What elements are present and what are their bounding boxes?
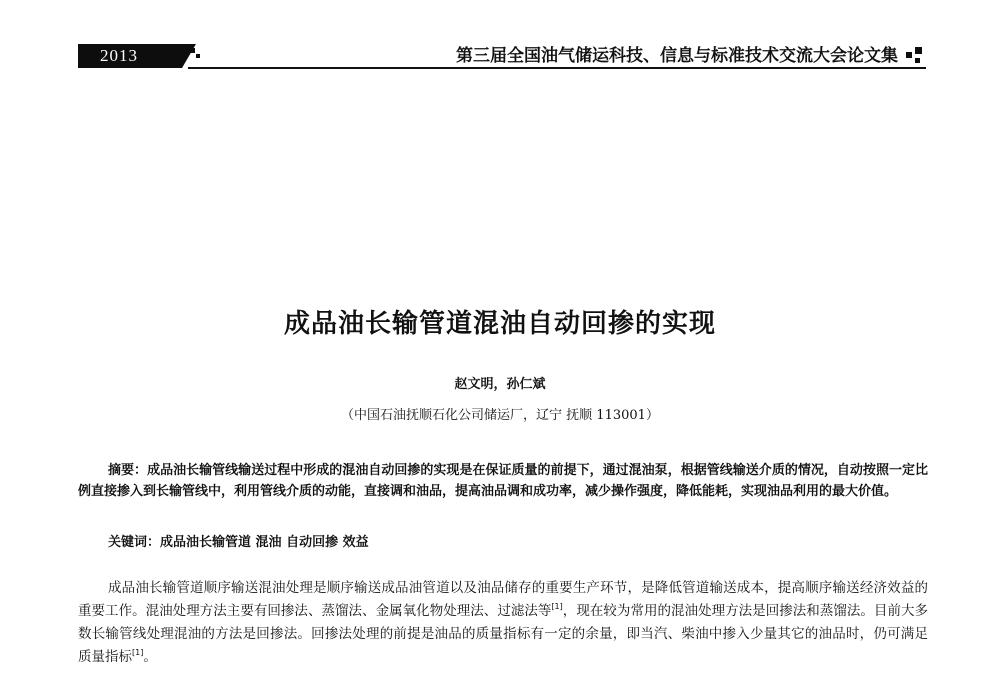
body-text-1: 成品油长输管道顺序输送混油处理是顺序输送成品油管道以及油品储存的重要生产环节，是降低管道输送成本，提高顺序输送经济效益的重要工作。混油处理方法主要有回掺法、蒸馏法、金属氧化物处理法、过滤法等 bbox=[78, 580, 928, 619]
body-paragraph bbox=[78, 577, 928, 669]
citation-ref: [1] bbox=[132, 648, 144, 657]
abstract bbox=[78, 460, 928, 502]
abstract-text: 成品油长输管线输送过程中形成的混油自动回掺的实现是在保证质量的前提下，通过混油泵，根据管线输送介质的情况，自动按照一定比例直接掺入到长输管线中，利用管线介质的动能，直接调和油品，提高油品调和成功率，减少操作强度，降低能耗，实现油品利用的最大价值。 bbox=[78, 463, 928, 499]
body-text-3: 。 bbox=[143, 649, 157, 665]
proceedings-title: 第三届全国油气储运科技、信息与标准技术交流大会论文集 bbox=[456, 46, 898, 66]
header-rule bbox=[188, 67, 926, 69]
running-header bbox=[78, 44, 926, 68]
citation-ref: [1] bbox=[551, 602, 563, 611]
square-ornament-icon bbox=[904, 44, 926, 68]
keywords-label: 关键词： bbox=[108, 535, 161, 550]
header-year: 2013 bbox=[78, 44, 182, 68]
author-list: 赵文明，孙仁斌 bbox=[454, 377, 546, 392]
abstract-label: 摘要： bbox=[108, 463, 148, 478]
article-title: 成品油长输管道混油自动回掺的实现 bbox=[283, 309, 716, 339]
affiliation: （中国石油抚顺石化公司储运厂，辽宁 抚顺 113001） bbox=[341, 408, 659, 423]
keywords bbox=[108, 532, 958, 553]
corner-ornament-icon bbox=[182, 44, 202, 68]
body-text-2: ，现在较为常用的混油处理方法是回掺法和蒸馏法。目前大多数长输管线处理混油的方法是回掺法。回掺法处理的前提是油品的质量指标有一定的余量，即当汽、柴油中掺入少量其它的油品时，仍可满足质量指标 bbox=[78, 603, 929, 665]
keywords-text: 成品油长输管道 混油 自动回掺 效益 bbox=[160, 535, 369, 550]
